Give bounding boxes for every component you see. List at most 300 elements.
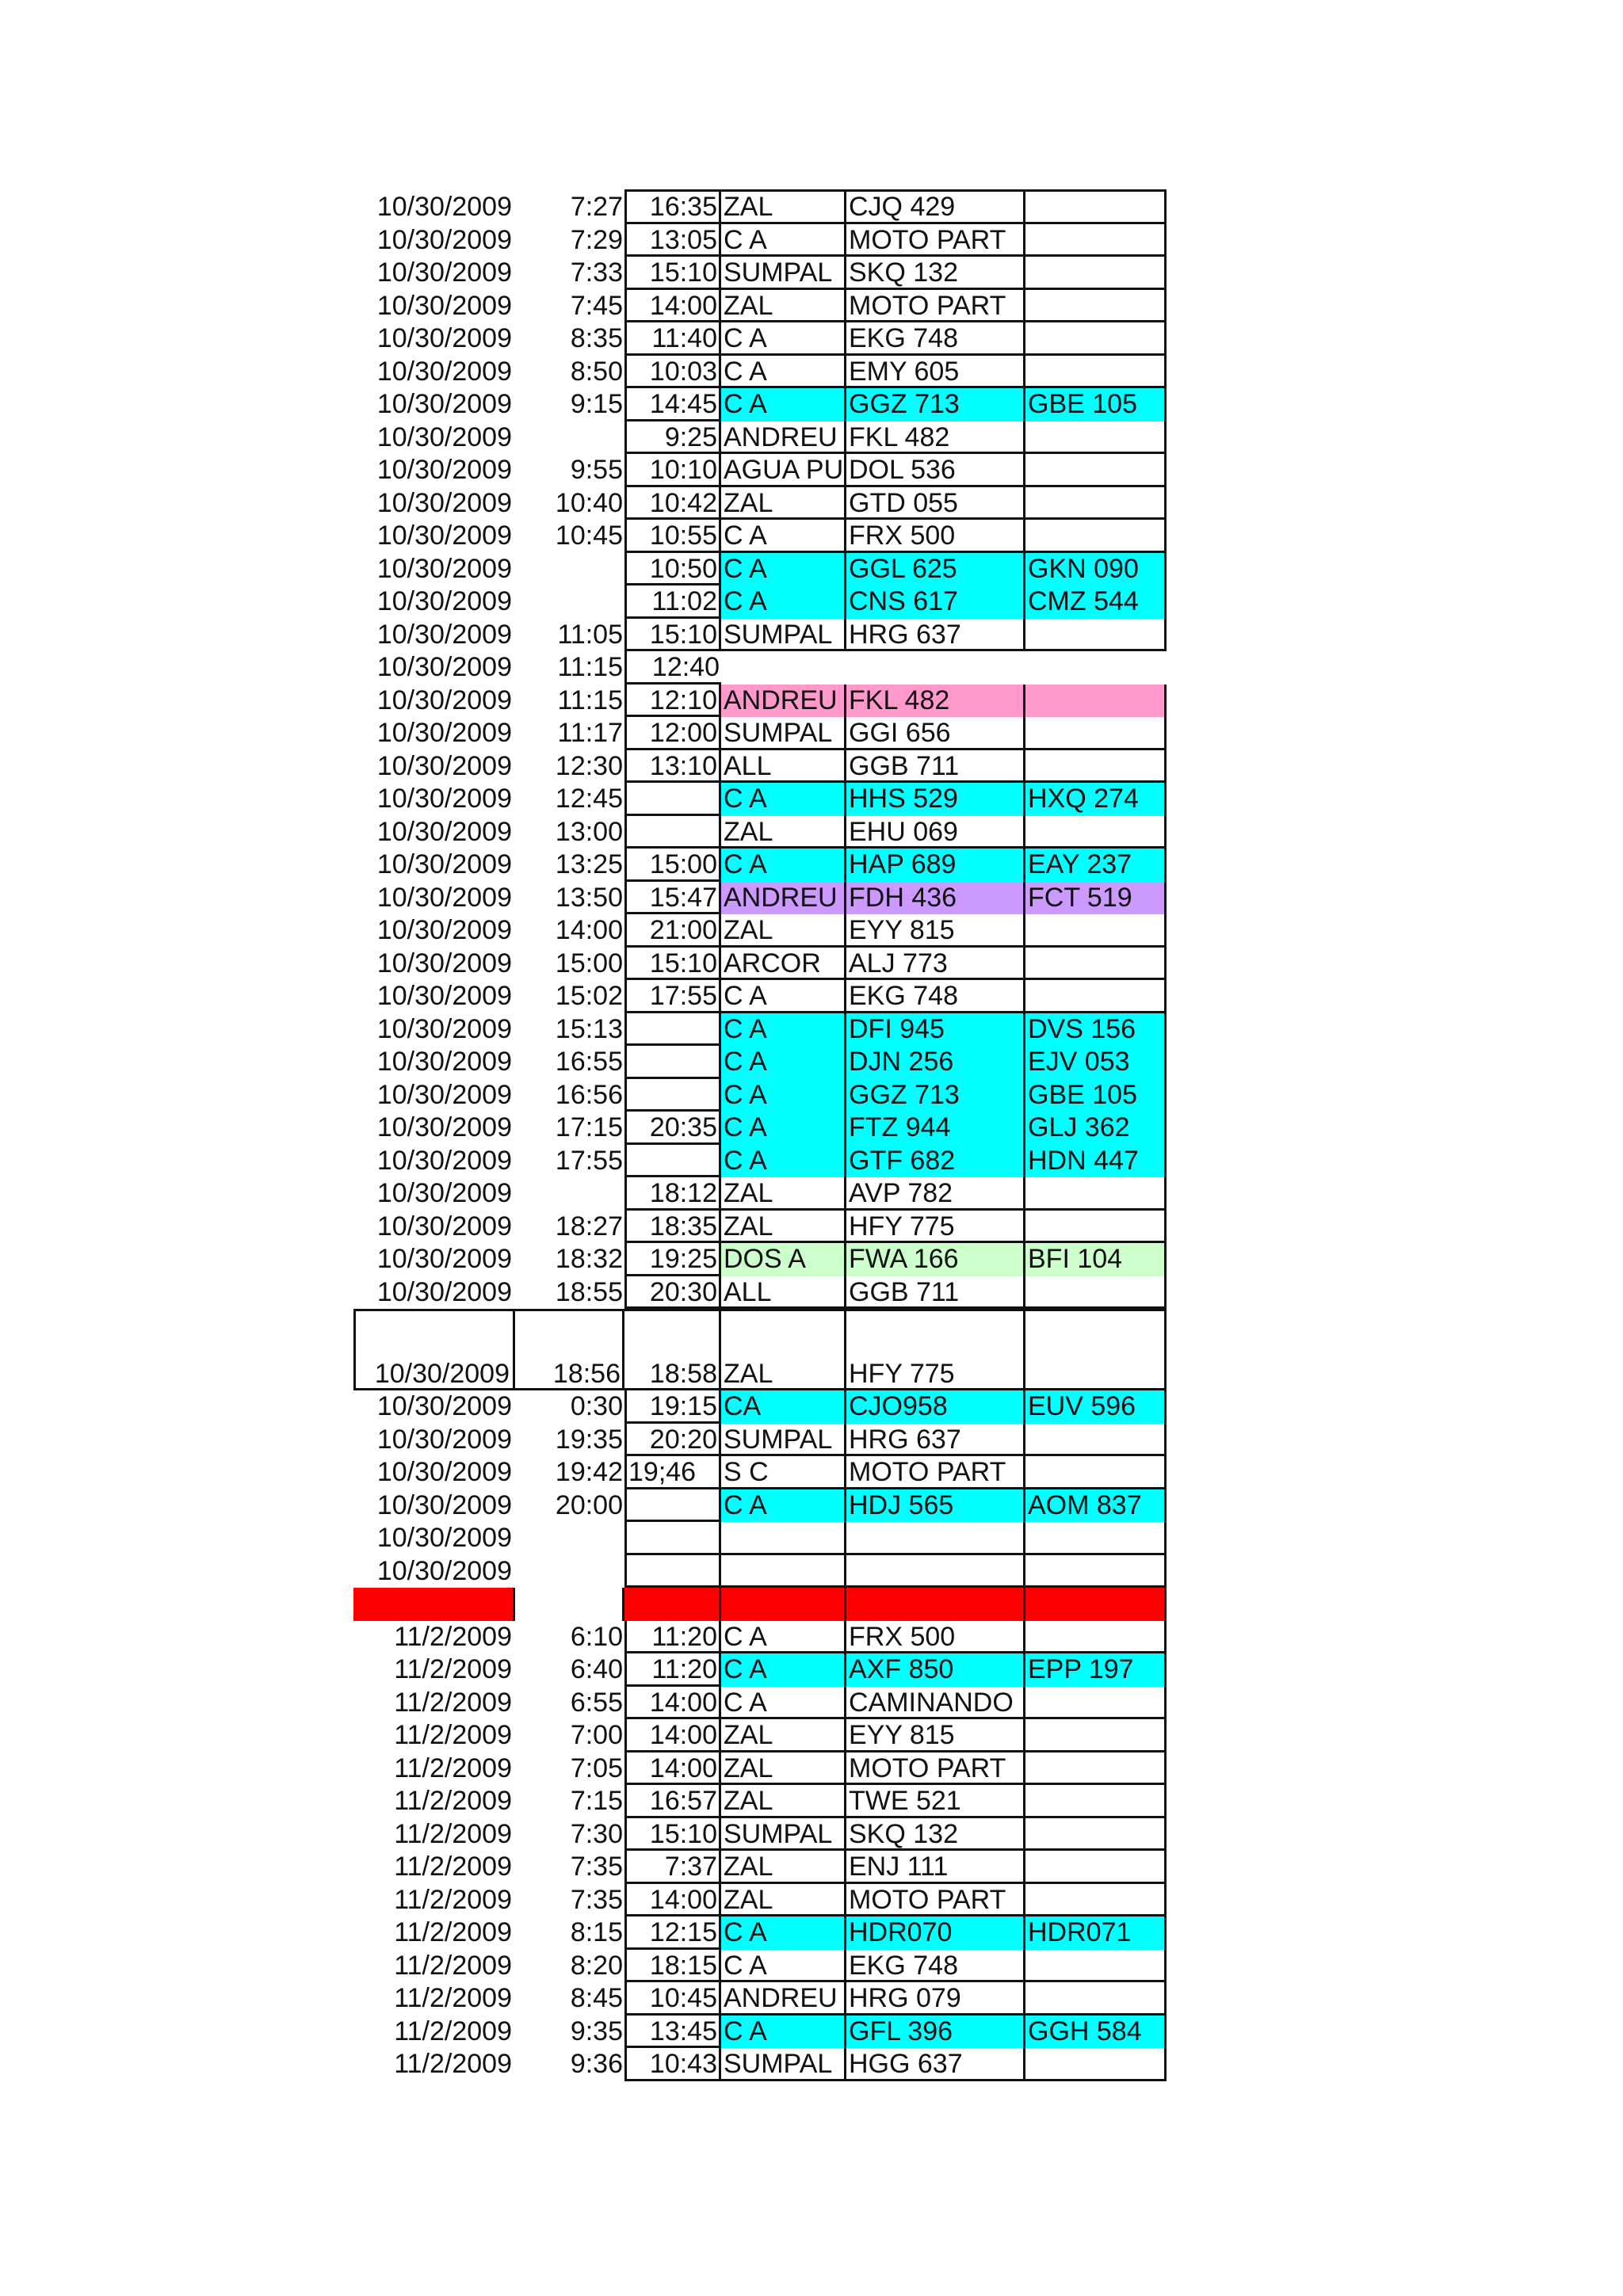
cell-t1[interactable]: 7:29 (570, 224, 623, 255)
cell-t1[interactable]: 8:35 (570, 323, 623, 353)
cell-date[interactable]: 11/2/2009 (394, 1654, 512, 1684)
cell-co[interactable] (721, 651, 846, 685)
cell-pl[interactable]: GGZ 713 (846, 1079, 1025, 1112)
cell-t1[interactable]: 17:15 (555, 1112, 623, 1142)
cell-t2[interactable]: 9:25 (624, 421, 721, 455)
cell-date[interactable]: 10/30/2009 (376, 389, 512, 419)
cell-t2[interactable]: 15:10 (624, 257, 721, 290)
cell-pl[interactable]: EYY 815 (846, 914, 1025, 948)
cell-t2[interactable]: 16:57 (624, 1785, 721, 1818)
cell-t1[interactable]: 16:56 (555, 1079, 623, 1110)
cell-pl[interactable]: FKL 482 (846, 685, 1025, 718)
cell-t1[interactable]: 9:36 (570, 2049, 623, 2079)
cell-t2[interactable]: 19:25 (624, 1243, 721, 1276)
cell-t2[interactable]: 14:00 (624, 1687, 721, 1720)
cell-date[interactable]: 11/2/2009 (394, 2049, 512, 2079)
cell-date[interactable]: 10/30/2009 (376, 1145, 512, 1176)
cell-date[interactable]: 10/30/2009 (376, 1211, 512, 1241)
cell-pl[interactable]: SKQ 132 (846, 257, 1025, 290)
cell-co[interactable]: SUMPAL (721, 1424, 846, 1457)
cell-t1[interactable]: 15:13 (555, 1013, 623, 1044)
cell-date[interactable]: 10/30/2009 (376, 685, 512, 715)
cell-co[interactable] (721, 1588, 846, 1621)
cell-pl[interactable] (846, 1588, 1025, 1621)
cell-co[interactable]: C A (721, 1653, 846, 1687)
cell-date[interactable]: 11/2/2009 (394, 1983, 512, 2013)
cell-p2[interactable] (1025, 2048, 1167, 2081)
cell-co[interactable]: SUMPAL (721, 1818, 846, 1852)
cell-t2[interactable]: 12:10 (624, 685, 721, 718)
cell-t2[interactable]: 11:20 (624, 1653, 721, 1687)
cell-date[interactable]: 10/30/2009 (376, 1489, 512, 1520)
cell-pl[interactable]: MOTO PART (846, 1884, 1025, 1917)
cell-t1[interactable] (515, 553, 624, 586)
cell-t1[interactable]: 14:00 (555, 915, 623, 945)
cell-date[interactable]: 11/2/2009 (394, 1753, 512, 1783)
cell-t2[interactable] (624, 1145, 721, 1178)
cell-pl[interactable]: GGZ 713 (846, 388, 1025, 421)
cell-co[interactable]: C A (721, 1687, 846, 1720)
cell-t2[interactable]: 14:00 (624, 1753, 721, 1786)
cell-t1[interactable]: 7:05 (570, 1753, 623, 1783)
cell-co[interactable]: ZAL (721, 1309, 846, 1390)
cell-t1[interactable]: 18:56 (515, 1309, 624, 1390)
cell-pl[interactable]: HGG 637 (846, 2048, 1025, 2081)
cell-date[interactable]: 10/30/2009 (376, 718, 512, 748)
cell-t2[interactable]: 10:43 (624, 2048, 721, 2081)
cell-pl[interactable]: AXF 850 (846, 1653, 1025, 1687)
cell-t2[interactable]: 14:00 (624, 290, 721, 323)
cell-co[interactable]: ZAL (721, 1753, 846, 1786)
cell-co[interactable]: ZAL (721, 1211, 846, 1244)
cell-t1[interactable]: 0:30 (570, 1391, 623, 1421)
cell-pl[interactable] (846, 651, 1025, 685)
cell-date[interactable]: 10/30/2009 (376, 1555, 512, 1586)
cell-t2[interactable]: 15:00 (624, 849, 721, 882)
cell-p2[interactable]: GGH 584 (1025, 2016, 1167, 2049)
cell-t1[interactable] (515, 421, 624, 455)
cell-co[interactable]: ALL (721, 750, 846, 784)
cell-t2[interactable]: 12:15 (624, 1917, 721, 1950)
cell-date[interactable]: 11/2/2009 (394, 2016, 512, 2046)
cell-t1[interactable]: 10:40 (555, 487, 623, 518)
cell-co[interactable]: C A (721, 1145, 846, 1178)
cell-p2[interactable]: EUV 596 (1025, 1390, 1167, 1424)
cell-co[interactable]: ZAL (721, 816, 846, 849)
cell-co[interactable]: C A (721, 849, 846, 882)
cell-p2[interactable] (1025, 980, 1167, 1013)
cell-t1[interactable]: 8:50 (570, 356, 623, 387)
cell-t1[interactable]: 11:05 (557, 619, 623, 650)
cell-pl[interactable]: EKG 748 (846, 980, 1025, 1013)
cell-t2[interactable]: 10:10 (624, 454, 721, 487)
cell-p2[interactable] (1025, 1211, 1167, 1244)
cell-pl[interactable]: AVP 782 (846, 1177, 1025, 1211)
cell-date[interactable]: 10/30/2009 (376, 1244, 512, 1274)
cell-co[interactable]: ZAL (721, 1177, 846, 1211)
cell-t2[interactable]: 15:47 (624, 882, 721, 915)
cell-co[interactable]: ZAL (721, 1884, 846, 1917)
cell-date[interactable]: 10/30/2009 (353, 1309, 515, 1390)
cell-date[interactable]: 10/30/2009 (376, 553, 512, 584)
cell-pl[interactable]: TWE 521 (846, 1785, 1025, 1818)
cell-co[interactable]: C A (721, 1489, 846, 1523)
cell-t1[interactable]: 13:25 (555, 849, 623, 879)
cell-co[interactable]: C A (721, 2016, 846, 2049)
cell-pl[interactable]: CJQ 429 (846, 191, 1025, 224)
cell-t1[interactable] (515, 585, 624, 619)
cell-t1[interactable] (515, 1588, 624, 1621)
cell-p2[interactable] (1025, 1555, 1167, 1589)
cell-t1[interactable]: 10:45 (555, 521, 623, 551)
cell-pl[interactable]: EKG 748 (846, 322, 1025, 356)
cell-p2[interactable] (1025, 1588, 1167, 1621)
cell-t1[interactable]: 8:15 (570, 1917, 623, 1947)
cell-p2[interactable] (1025, 1621, 1167, 1654)
cell-t1[interactable]: 18:55 (555, 1276, 623, 1307)
cell-co[interactable]: C A (721, 1950, 846, 1983)
cell-t2[interactable]: 18:12 (624, 1177, 721, 1211)
cell-pl[interactable]: EMY 605 (846, 356, 1025, 389)
cell-t2[interactable] (624, 1522, 721, 1555)
cell-date[interactable]: 10/30/2009 (376, 290, 512, 321)
cell-date[interactable]: 10/30/2009 (376, 1013, 512, 1044)
cell-p2[interactable] (1025, 1884, 1167, 1917)
cell-p2[interactable]: GBE 105 (1025, 388, 1167, 421)
cell-t2[interactable] (624, 1079, 721, 1112)
cell-t2[interactable]: 15:10 (624, 948, 721, 981)
cell-date[interactable]: 10/30/2009 (376, 816, 512, 847)
cell-pl[interactable]: MOTO PART (846, 1456, 1025, 1489)
cell-date[interactable]: 10/30/2009 (376, 948, 512, 978)
cell-t2[interactable]: 12:40 (624, 651, 721, 685)
cell-p2[interactable]: AOM 837 (1025, 1489, 1167, 1523)
cell-date[interactable]: 10/30/2009 (376, 1391, 512, 1421)
cell-co[interactable]: ANDREU (721, 1982, 846, 2016)
cell-date[interactable]: 11/2/2009 (394, 1852, 512, 1882)
cell-p2[interactable] (1025, 1687, 1167, 1720)
cell-p2[interactable]: GBE 105 (1025, 1079, 1167, 1112)
cell-co[interactable]: C A (721, 783, 846, 816)
cell-p2[interactable] (1025, 750, 1167, 784)
cell-p2[interactable] (1025, 1276, 1167, 1310)
cell-p2[interactable] (1025, 816, 1167, 849)
cell-t1[interactable]: 8:20 (570, 1950, 623, 1981)
cell-pl[interactable]: GTD 055 (846, 487, 1025, 521)
cell-co[interactable]: AGUA PU (721, 454, 846, 487)
cell-p2[interactable] (1025, 1950, 1167, 1983)
cell-pl[interactable]: MOTO PART (846, 1753, 1025, 1786)
cell-co[interactable]: C A (721, 322, 846, 356)
cell-pl[interactable] (846, 1555, 1025, 1589)
cell-pl[interactable]: EYY 815 (846, 1719, 1025, 1753)
cell-t2[interactable]: 19;46 (624, 1456, 721, 1489)
cell-pl[interactable]: DJN 256 (846, 1046, 1025, 1079)
cell-p2[interactable] (1025, 520, 1167, 553)
cell-pl[interactable]: SKQ 132 (846, 1818, 1025, 1852)
cell-t1[interactable]: 11:17 (557, 718, 623, 748)
cell-co[interactable]: SUMPAL (721, 257, 846, 290)
cell-p2[interactable] (1025, 1851, 1167, 1884)
cell-co[interactable]: ZAL (721, 487, 846, 521)
cell-t1[interactable] (515, 1177, 624, 1211)
cell-t1[interactable]: 18:32 (555, 1244, 623, 1274)
cell-date[interactable]: 10/30/2009 (376, 455, 512, 485)
cell-date[interactable]: 11/2/2009 (394, 1818, 512, 1849)
cell-t2[interactable]: 13:05 (624, 224, 721, 257)
cell-pl[interactable]: HRG 637 (846, 619, 1025, 652)
cell-pl[interactable]: GFL 396 (846, 2016, 1025, 2049)
cell-t2[interactable]: 18:58 (624, 1309, 721, 1390)
cell-pl[interactable]: FDH 436 (846, 882, 1025, 915)
cell-co[interactable]: ANDREU (721, 685, 846, 718)
cell-t2[interactable] (624, 1555, 721, 1589)
cell-co[interactable]: ZAL (721, 1785, 846, 1818)
cell-co[interactable]: C A (721, 1917, 846, 1950)
cell-co[interactable]: SUMPAL (721, 717, 846, 750)
cell-co[interactable]: C A (721, 356, 846, 389)
cell-date[interactable]: 10/30/2009 (376, 1424, 512, 1455)
cell-t2[interactable]: 11:20 (624, 1621, 721, 1654)
cell-t1[interactable]: 19:35 (555, 1424, 623, 1455)
cell-p2[interactable] (1025, 1456, 1167, 1489)
cell-p2[interactable] (1025, 487, 1167, 521)
cell-pl[interactable]: GGB 711 (846, 1276, 1025, 1310)
cell-co[interactable]: ZAL (721, 914, 846, 948)
cell-p2[interactable]: BFI 104 (1025, 1243, 1167, 1276)
cell-co[interactable] (721, 1522, 846, 1555)
cell-co[interactable]: ARCOR (721, 948, 846, 981)
cell-co[interactable]: C A (721, 224, 846, 257)
cell-pl[interactable]: FRX 500 (846, 1621, 1025, 1654)
cell-t2[interactable]: 10:55 (624, 520, 721, 553)
cell-p2[interactable] (1025, 914, 1167, 948)
cell-pl[interactable]: GGB 711 (846, 750, 1025, 784)
cell-date[interactable]: 10/30/2009 (376, 1276, 512, 1307)
cell-date[interactable]: 11/2/2009 (394, 1884, 512, 1915)
cell-t2[interactable] (624, 1013, 721, 1047)
cell-pl[interactable]: FTZ 944 (846, 1112, 1025, 1145)
cell-pl[interactable]: DFI 945 (846, 1013, 1025, 1047)
cell-t2[interactable]: 10:45 (624, 1982, 721, 2016)
cell-t2[interactable]: 21:00 (624, 914, 721, 948)
cell-t1[interactable]: 9:55 (570, 455, 623, 485)
cell-p2[interactable] (1025, 1309, 1167, 1390)
cell-p2[interactable]: EAY 237 (1025, 849, 1167, 882)
cell-t1[interactable]: 15:00 (555, 948, 623, 978)
cell-t2[interactable]: 17:55 (624, 980, 721, 1013)
cell-p2[interactable] (1025, 717, 1167, 750)
cell-date[interactable]: 10/30/2009 (376, 356, 512, 387)
cell-t2[interactable]: 16:35 (624, 191, 721, 224)
cell-t1[interactable]: 17:55 (555, 1145, 623, 1176)
cell-date[interactable]: 11/2/2009 (394, 1950, 512, 1981)
cell-t1[interactable]: 8:45 (570, 1983, 623, 2013)
cell-p2[interactable]: HXQ 274 (1025, 783, 1167, 816)
cell-pl[interactable]: FWA 166 (846, 1243, 1025, 1276)
cell-p2[interactable] (1025, 685, 1167, 718)
cell-p2[interactable] (1025, 1818, 1167, 1852)
cell-co[interactable]: C A (721, 553, 846, 586)
cell-t2[interactable] (624, 1046, 721, 1079)
cell-t2[interactable] (624, 1588, 721, 1621)
cell-date[interactable]: 10/30/2009 (376, 1112, 512, 1142)
cell-p2[interactable] (1025, 1785, 1167, 1818)
cell-date[interactable]: 10/30/2009 (376, 1079, 512, 1110)
cell-co[interactable]: C A (721, 1013, 846, 1047)
cell-p2[interactable]: CMZ 544 (1025, 585, 1167, 619)
cell-date[interactable]: 10/30/2009 (376, 1523, 512, 1553)
cell-pl[interactable]: HRG 637 (846, 1424, 1025, 1457)
cell-p2[interactable] (1025, 1719, 1167, 1753)
cell-co[interactable]: ZAL (721, 290, 846, 323)
cell-co[interactable]: C A (721, 585, 846, 619)
cell-p2[interactable]: EJV 053 (1025, 1046, 1167, 1079)
cell-p2[interactable] (1025, 1424, 1167, 1457)
cell-co[interactable]: C A (721, 1621, 846, 1654)
cell-co[interactable]: DOS A (721, 1243, 846, 1276)
cell-date[interactable]: 10/30/2009 (376, 882, 512, 913)
cell-t1[interactable]: 9:35 (570, 2016, 623, 2046)
cell-pl[interactable]: HHS 529 (846, 783, 1025, 816)
cell-co[interactable]: C A (721, 1112, 846, 1145)
cell-p2[interactable] (1025, 1982, 1167, 2016)
cell-t2[interactable]: 14:00 (624, 1884, 721, 1917)
cell-t1[interactable]: 6:40 (570, 1654, 623, 1684)
cell-pl[interactable]: GGL 625 (846, 553, 1025, 586)
cell-date[interactable]: 10/30/2009 (376, 1457, 512, 1487)
cell-t1[interactable]: 7:15 (570, 1786, 623, 1816)
cell-p2[interactable] (1025, 290, 1167, 323)
cell-p2[interactable] (1025, 257, 1167, 290)
cell-co[interactable]: ZAL (721, 1851, 846, 1884)
cell-date[interactable]: 10/30/2009 (376, 224, 512, 255)
cell-t2[interactable] (624, 783, 721, 816)
cell-t1[interactable]: 16:55 (555, 1047, 623, 1077)
cell-co[interactable]: ZAL (721, 1719, 846, 1753)
cell-t1[interactable]: 18:27 (555, 1211, 623, 1241)
cell-pl[interactable]: DOL 536 (846, 454, 1025, 487)
cell-co[interactable] (721, 1555, 846, 1589)
cell-pl[interactable]: CJO958 (846, 1390, 1025, 1424)
cell-t1[interactable]: 13:00 (555, 816, 623, 847)
cell-t2[interactable] (624, 1489, 721, 1523)
cell-t2[interactable]: 10:50 (624, 553, 721, 586)
cell-p2[interactable]: HDN 447 (1025, 1145, 1167, 1178)
cell-pl[interactable]: ENJ 111 (846, 1851, 1025, 1884)
cell-pl[interactable]: MOTO PART (846, 290, 1025, 323)
cell-pl[interactable]: HDJ 565 (846, 1489, 1025, 1523)
cell-t1[interactable]: 7:45 (570, 290, 623, 321)
cell-date[interactable]: 10/30/2009 (376, 521, 512, 551)
cell-date[interactable]: 10/30/2009 (376, 619, 512, 650)
cell-t1[interactable]: 7:00 (570, 1720, 623, 1750)
cell-co[interactable]: ZAL (721, 191, 846, 224)
cell-date[interactable]: 10/30/2009 (376, 257, 512, 288)
cell-t2[interactable]: 11:02 (624, 585, 721, 619)
cell-t1[interactable]: 6:55 (570, 1687, 623, 1718)
cell-p2[interactable] (1025, 224, 1167, 257)
cell-co[interactable]: C A (721, 980, 846, 1013)
cell-pl[interactable]: FRX 500 (846, 520, 1025, 553)
cell-t1[interactable]: 9:15 (570, 389, 623, 419)
cell-date[interactable] (353, 1588, 515, 1621)
cell-pl[interactable]: HAP 689 (846, 849, 1025, 882)
cell-t1[interactable]: 7:27 (570, 192, 623, 222)
cell-t1[interactable]: 13:50 (555, 882, 623, 913)
cell-date[interactable]: 10/30/2009 (376, 784, 512, 814)
cell-t1[interactable]: 7:35 (570, 1852, 623, 1882)
cell-p2[interactable] (1025, 1522, 1167, 1555)
cell-pl[interactable]: GGI 656 (846, 717, 1025, 750)
cell-t1[interactable]: 6:10 (570, 1621, 623, 1652)
cell-date[interactable]: 10/30/2009 (376, 849, 512, 879)
cell-date[interactable]: 10/30/2009 (376, 750, 512, 781)
cell-co[interactable]: C A (721, 1046, 846, 1079)
cell-p2[interactable] (1025, 356, 1167, 389)
cell-date[interactable]: 11/2/2009 (394, 1687, 512, 1718)
cell-p2[interactable]: FCT 519 (1025, 882, 1167, 915)
cell-t1[interactable]: 12:30 (555, 750, 623, 781)
cell-t1[interactable]: 20:00 (555, 1489, 623, 1520)
cell-p2[interactable] (1025, 619, 1167, 652)
cell-date[interactable]: 10/30/2009 (376, 487, 512, 518)
cell-t1[interactable] (515, 1522, 624, 1555)
cell-date[interactable]: 10/30/2009 (376, 1178, 512, 1208)
cell-t2[interactable]: 19:15 (624, 1390, 721, 1424)
cell-p2[interactable] (1025, 191, 1167, 224)
cell-date[interactable]: 10/30/2009 (376, 1047, 512, 1077)
cell-pl[interactable]: EHU 069 (846, 816, 1025, 849)
cell-date[interactable]: 10/30/2009 (376, 981, 512, 1011)
cell-t1[interactable]: 19:42 (555, 1457, 623, 1487)
cell-co[interactable]: C A (721, 388, 846, 421)
cell-p2[interactable] (1025, 1753, 1167, 1786)
cell-date[interactable]: 10/30/2009 (376, 586, 512, 616)
cell-date[interactable]: 10/30/2009 (376, 192, 512, 222)
cell-t1[interactable]: 7:33 (570, 257, 623, 288)
cell-co[interactable]: SUMPAL (721, 619, 846, 652)
cell-t2[interactable]: 10:42 (624, 487, 721, 521)
cell-t2[interactable]: 13:10 (624, 750, 721, 784)
cell-t2[interactable]: 18:35 (624, 1211, 721, 1244)
cell-p2[interactable] (1025, 421, 1167, 455)
cell-t2[interactable]: 20:20 (624, 1424, 721, 1457)
cell-t1[interactable]: 12:45 (555, 784, 623, 814)
cell-t1[interactable]: 11:15 (557, 685, 623, 715)
cell-co[interactable]: C A (721, 520, 846, 553)
cell-t1[interactable]: 7:30 (570, 1818, 623, 1849)
cell-p2[interactable] (1025, 1177, 1167, 1211)
cell-t2[interactable]: 15:10 (624, 1818, 721, 1852)
cell-pl[interactable]: MOTO PART (846, 224, 1025, 257)
cell-date[interactable]: 10/30/2009 (376, 421, 512, 452)
cell-t2[interactable]: 20:30 (624, 1276, 721, 1310)
cell-pl[interactable]: GTF 682 (846, 1145, 1025, 1178)
cell-date[interactable]: 10/30/2009 (376, 652, 512, 682)
cell-p2[interactable] (1025, 322, 1167, 356)
cell-t2[interactable]: 18:15 (624, 1950, 721, 1983)
cell-t1[interactable]: 15:02 (555, 981, 623, 1011)
cell-t2[interactable]: 11:40 (624, 322, 721, 356)
cell-co[interactable]: ALL (721, 1276, 846, 1310)
cell-pl[interactable]: HRG 079 (846, 1982, 1025, 2016)
cell-date[interactable]: 10/30/2009 (376, 915, 512, 945)
cell-p2[interactable]: GLJ 362 (1025, 1112, 1167, 1145)
cell-p2[interactable] (1025, 651, 1167, 685)
cell-pl[interactable]: HDR070 (846, 1917, 1025, 1950)
cell-p2[interactable] (1025, 454, 1167, 487)
